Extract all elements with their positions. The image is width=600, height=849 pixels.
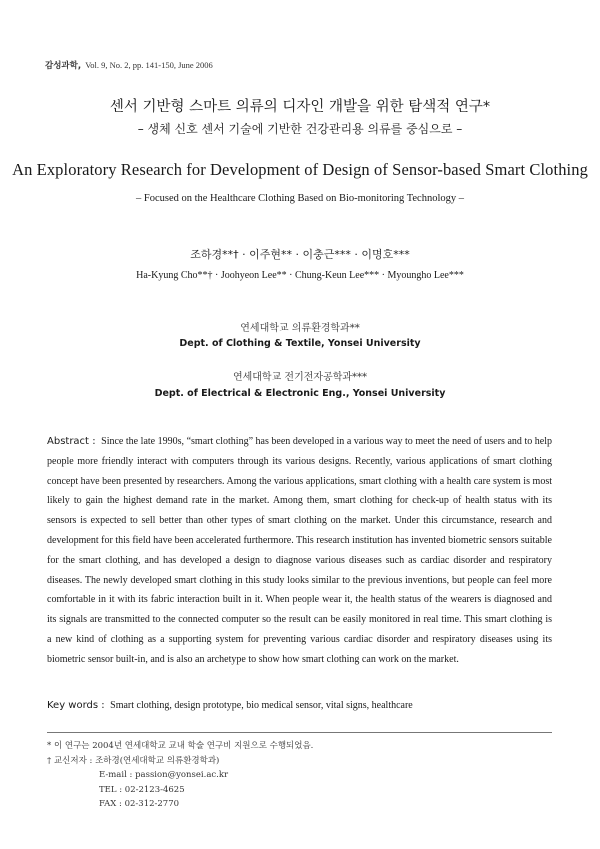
authors-english: Ha-Kyung Cho**† · Joohyeon Lee** · Chung-Keun Lee*** · Myoungho Lee***: [136, 270, 464, 281]
footnote-fax: FAX : 02-312-2770: [99, 799, 180, 809]
abstract-label: Abstract :: [47, 436, 96, 447]
subtitle-english: – Focused on the Healthcare Clothing Based on Bio-monitoring Technology –: [135, 193, 465, 204]
title-english: An Exploratory Research for Development of Design of Sensor-based Smart Clothing: [12, 160, 588, 179]
journal-header: [45, 59, 213, 71]
keywords: [47, 700, 552, 711]
authors-korean: 조하경**† · 이주현** · 이충근*** · 이명호***: [190, 248, 410, 261]
footnote-tel: TEL : 02-2123-4625: [99, 784, 185, 795]
footnote-divider: [47, 732, 552, 733]
affiliation-2-korean: 연세대학교 전기전자공학과***: [232, 372, 368, 383]
journal-citation: Vol. 9, No. 2, pp. 141-150, June 2006: [85, 60, 213, 70]
affiliation-1-korean: 연세대학교 의류환경학과**: [240, 323, 360, 334]
abstract: [47, 432, 552, 670]
keywords-label: Key words :: [47, 700, 105, 711]
footnotes: [47, 739, 313, 812]
subtitle-korean: – 생체 신호 센서 기술에 기반한 건강관리용 의류를 중심으로 –: [137, 122, 463, 136]
footnote-funding: * 이 연구는 2004년 연세대학교 교내 학술 연구비 지원으로 수행되었음.: [47, 741, 314, 751]
title-korean: 센서 기반형 스마트 의류의 디자인 개발을 위한 탐색적 연구*: [109, 99, 491, 115]
affiliation-1-english: Dept. of Clothing & Textile, Yonsei University: [179, 338, 421, 349]
affiliation-2-english: Dept. of Electrical & Electronic Eng., Yonsei University: [154, 388, 446, 399]
keywords-text: Smart clothing, design prototype, bio medical sensor, vital signs, healthcare: [110, 700, 413, 711]
journal-name: 감성과학,: [45, 61, 82, 71]
footnote-corresponding-author: † 교신저자 : 조하경(연세대학교 의류환경학과): [47, 755, 220, 766]
abstract-text: Since the late 1990s, “smart clothing” has been developed in a various way to meet the need of users and to help people more friendly interact with computers through its various designs. Recently, various applications of smart clothing concept have been presented by researchers. Among the various applications, smart clothing with a health care system is most likely to gain the highest demand rate in the market. Among them, smart clothing for check-up of health status with its sensors is expected to sell better than other types of smart clothing on the market. Under this circumstance, research and development for this field have been accelerated furthermore. This research institution has invented biometric sensors suitable for the smart clothing, and has developed a design to diagnose various diseases such as cardiac disorder and respiratory diseases. The newly developed smart clothing in this study looks similar to the previous inventions, but people can feel more comfortable in it with its fabric interaction built in it. When people wear it, the health status of the wearers is diagnosed and its signals are transmitted to the connected computer so the result can be easily monitored in real time. This smart clothing is a new kind of clothing as a supporting system for preventing various cardiac disorder and respiratory diseases using its biometric sensor built-in, and is also an archetype to show how smart clothing can work on the market.: [47, 436, 553, 665]
footnote-email: E-mail : passion@yonsei.ac.kr: [99, 770, 229, 780]
